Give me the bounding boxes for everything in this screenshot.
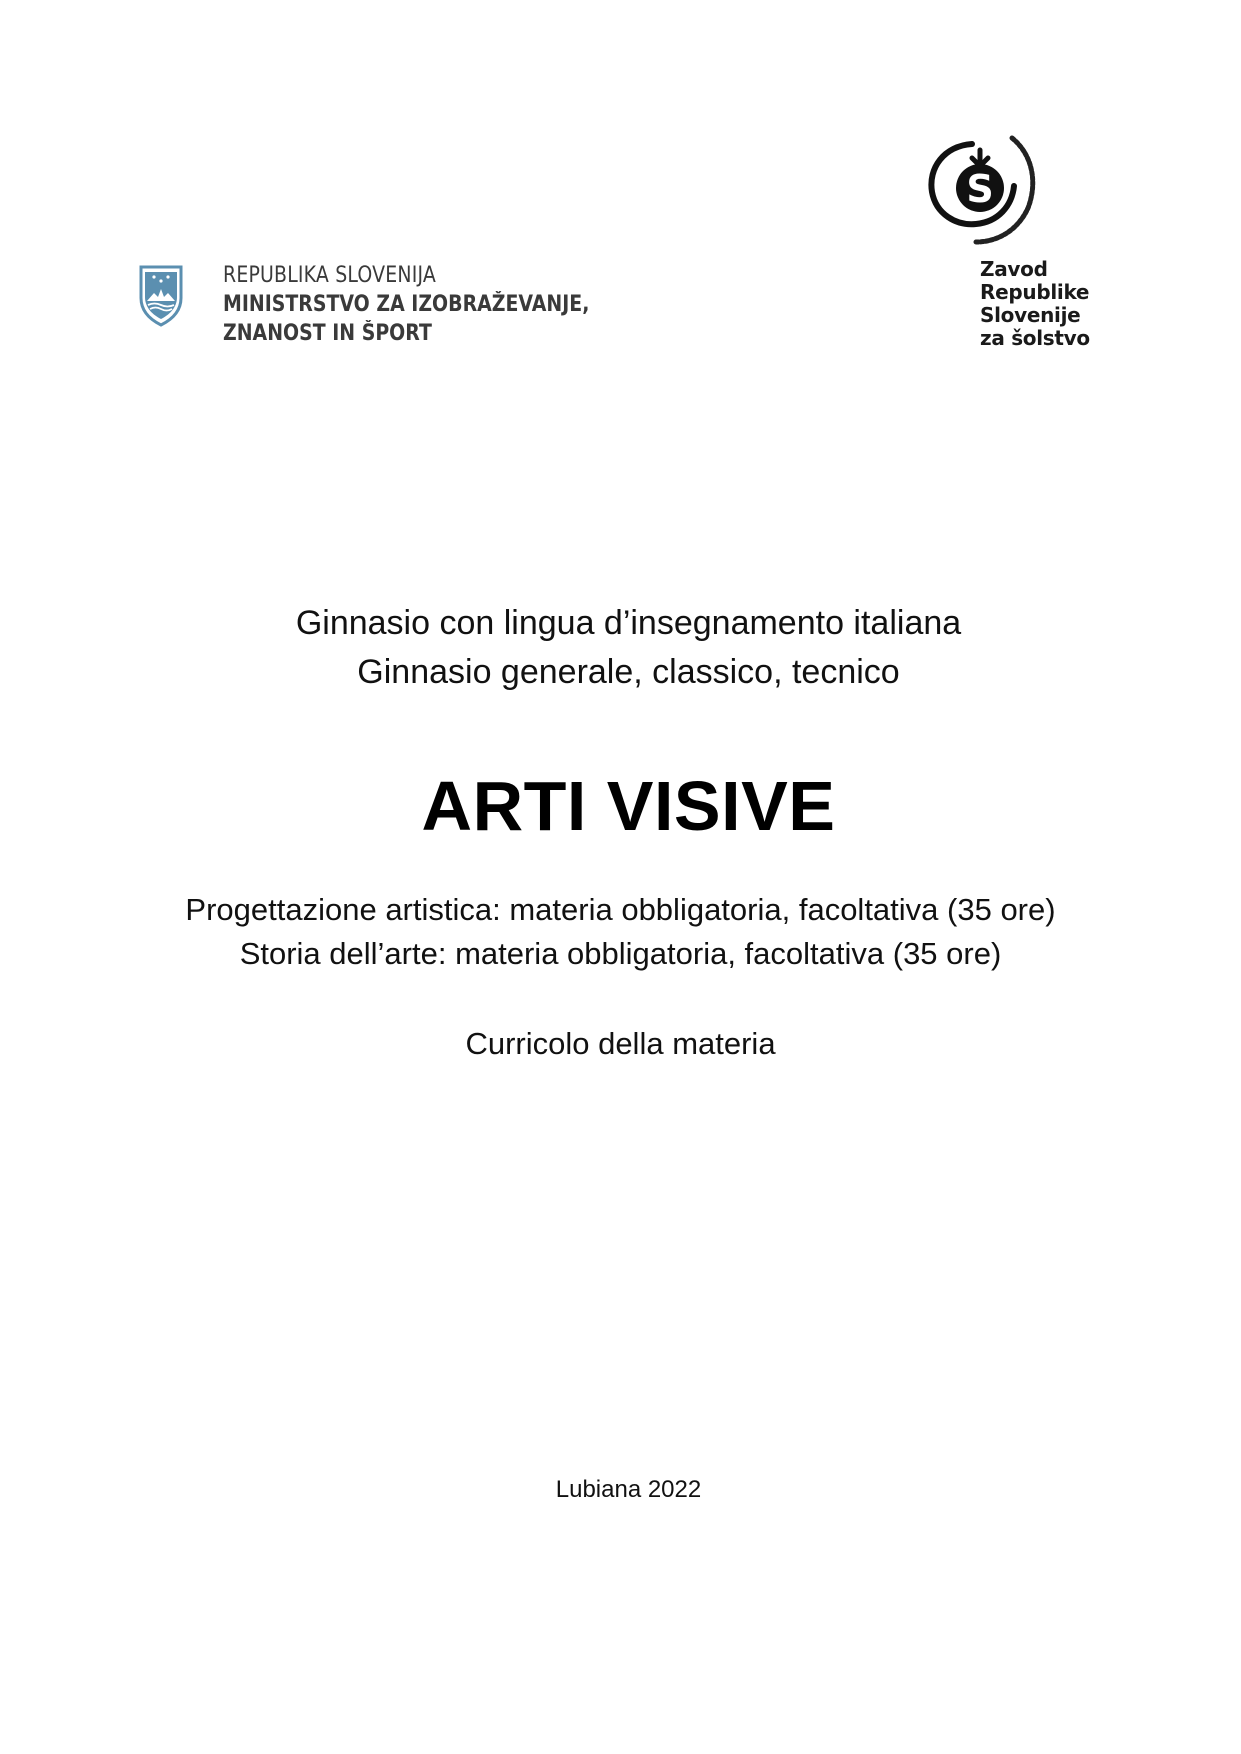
ministry-name-line2: ZNANOST IN ŠPORT (223, 321, 432, 346)
institute-name (980, 258, 1090, 350)
institute-emblem-icon (920, 130, 1044, 248)
document-title: ARTI VISIVE (421, 767, 836, 845)
ministry-name-line1: MINISTRSTVO ZA IZOBRAŽEVANJE, (223, 292, 590, 317)
place-and-year: Lubiana 2022 (555, 1476, 702, 1503)
school-type-line2: Ginnasio generale, classico, tecnico (357, 653, 900, 691)
school-type-line1: Ginnasio con lingua d’insegnamento italiana (295, 604, 962, 642)
ministry-name (223, 262, 649, 348)
svg-text:S: S (966, 167, 994, 211)
document-subtitle: Curricolo della materia (465, 1026, 776, 1061)
institute-name-line: za šolstvo (980, 326, 1090, 350)
subject-description-line1: Progettazione artistica: materia obbligatoria, facoltativa (35 ore) (185, 892, 1056, 927)
institute-name-line: Slovenije (980, 303, 1081, 327)
ministry-republic-label: REPUBLIKA SLOVENIJA (223, 263, 437, 288)
institute-name-line: Republike (980, 280, 1090, 304)
institute-name-line: Zavod (980, 257, 1048, 281)
subject-description-line2: Storia dell’arte: materia obbligatoria, facoltativa (35 ore) (239, 936, 1002, 971)
institute-logo (920, 130, 1090, 350)
slovenia-coat-of-arms-icon (137, 264, 185, 328)
